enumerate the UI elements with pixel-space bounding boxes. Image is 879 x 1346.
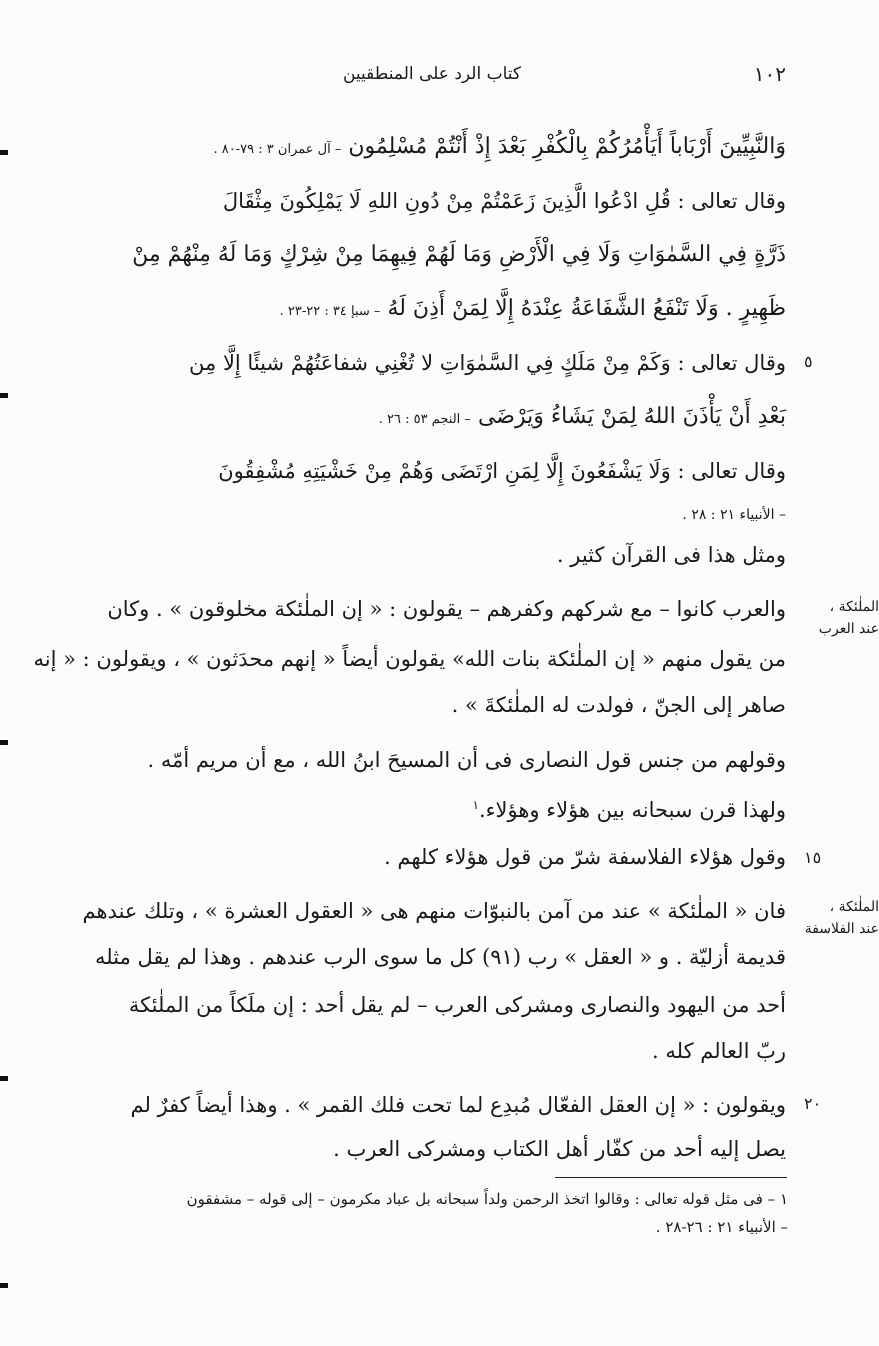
- text-line: وقال تعالى : وَلَا يَشْفَعُونَ إِلَّا لِمَنِ ارْتَضَى وَهُمْ مِنْ خَشْيَتِهِ مُشْفِقُونَ: [218, 459, 786, 483]
- footnote-line: – الأنبياء ٢١ : ٢٦-٢٨ .: [655, 1218, 788, 1236]
- text-line: ولهذا قرن سبحانه بين هؤلاء وهؤلاء.$^١$: [472, 798, 786, 822]
- scan-edge-mark: [0, 1076, 8, 1081]
- text-line: من يقول منهم « إن الملٰئكة بنات الله» يقولون أيضاً « إنهم محدَثون » ، ويقولون : « إنه: [33, 647, 786, 671]
- footnote-rule: [555, 1177, 787, 1178]
- footnote-marker: ١: [472, 798, 479, 812]
- text-line: ومثل هذا فى القرآن كثير .: [556, 543, 786, 567]
- text-line: وقول هؤلاء الفلاسفة شرّ من قول هؤلاء كلهم .: [384, 845, 786, 869]
- text-line: وقولهم من جنس قول النصارى فى أن المسيحَ ابنُ الله ، مع أن مريم أمّه .: [147, 748, 786, 772]
- running-title: كتاب الرد على المنطقيين: [342, 64, 522, 84]
- text-line: وَالنَّبِيِّينَ أَرْبَاباً أَيَأْمُرُكُمْ بِالْكُفْرِ بَعْدَ إِذْ أَنْتُمْ مُسْلِمُون – آل عمران ٣ : ٧٩-٨٠ .: [213, 134, 786, 159]
- line-number: ٢٠: [804, 1094, 822, 1113]
- main-text: [33, 0, 786, 1170]
- scan-edge-mark: [0, 740, 8, 745]
- text-line: ربّ العالم كله .: [652, 1039, 786, 1063]
- text-line: يصل إليه أحد من كفّار أهل الكتاب ومشركى العرب .: [333, 1137, 786, 1161]
- text-line: وقال تعالى : وَكَمْ مِنْ مَلَكٍ فِي السَّمٰوَاتِ لا تُغْنِي شفاعَتُهُمْ شيئًا إِلَّا مِن: [189, 351, 786, 375]
- text-line: – الأنبياء ٢١ : ٢٨ .: [682, 507, 786, 523]
- text-line: فان « الملٰئكة » عند من آمن بالنبوّات منهم هى « العقول العشرة » ، وتلك عندهم: [82, 899, 786, 923]
- line-number: ٥: [804, 352, 813, 371]
- text-line: صاهر إلى الجنّ ، فولدت له الملٰئكةَ » .: [451, 693, 786, 717]
- text-line: ويقولون : « إن العقل الفعّال مُبدِع لما تحت فلك القمر » . وهذا أيضاً كفرٌ لم: [130, 1093, 786, 1117]
- line-number: ١٥: [804, 848, 822, 867]
- text-line: وقال تعالى : قُلِ ادْعُوا الَّذِينَ زَعَمْتُمْ مِنْ دُونِ اللهِ لَا يَمْلِكُونَ مِثْقَالَ: [222, 189, 786, 213]
- text-line: ظَهِيرٍ . وَلَا تَنْفَعُ الشَّفَاعَةُ عِنْدَهُ إِلَّا لِمَنْ أَذِنَ لَهُ – سبإ ٣٤ : ٢٢-٢٣ .: [279, 296, 786, 321]
- text-line: قديمة أزليّة . و « العقل » رب (٩١) كل ما سوى الرب عندهم . وهذا لم يقل مثله: [95, 945, 786, 969]
- page-number: ١٠٢: [753, 62, 786, 86]
- footnote-line: ١ – فى مثل قوله تعالى : وقالوا اتخذ الرحمن ولداً سبحانه بل عباد مكرمون – إلى قوله – مشفقون: [186, 1190, 788, 1208]
- margin-note: الملٰئكة ، عند الفلاسفة: [804, 899, 879, 937]
- scan-edge-mark: [0, 393, 8, 398]
- text-line: والعرب كانوا – مع شركهم وكفرهم – يقولون : « إن الملٰئكة مخلوقون » . وكان: [107, 597, 786, 621]
- text-line: ذَرَّةٍ فِي السَّمٰوَاتِ وَلَا فِي الْأَرْضِ وَمَا لَهُمْ فِيهِمَا مِنْ شِرْكٍ وَمَا لَهُ مِنْهُمْ مِنْ: [132, 242, 786, 267]
- text-line: أحد من اليهود والنصارى ومشركى العرب – لم يقل أحد : إن ملَكاً من الملٰئكة: [128, 993, 786, 1017]
- scan-edge-mark: [0, 1283, 8, 1288]
- margin-note: الملٰئكة ، عند العرب: [818, 599, 879, 637]
- scan-edge-mark: [0, 150, 8, 155]
- text-line: بَعْدِ أَنْ يَأْذَنَ اللهُ لِمَنْ يَشَاءُ وَيَرْضَى – النجم ٥٣ : ٢٦ .: [378, 404, 786, 429]
